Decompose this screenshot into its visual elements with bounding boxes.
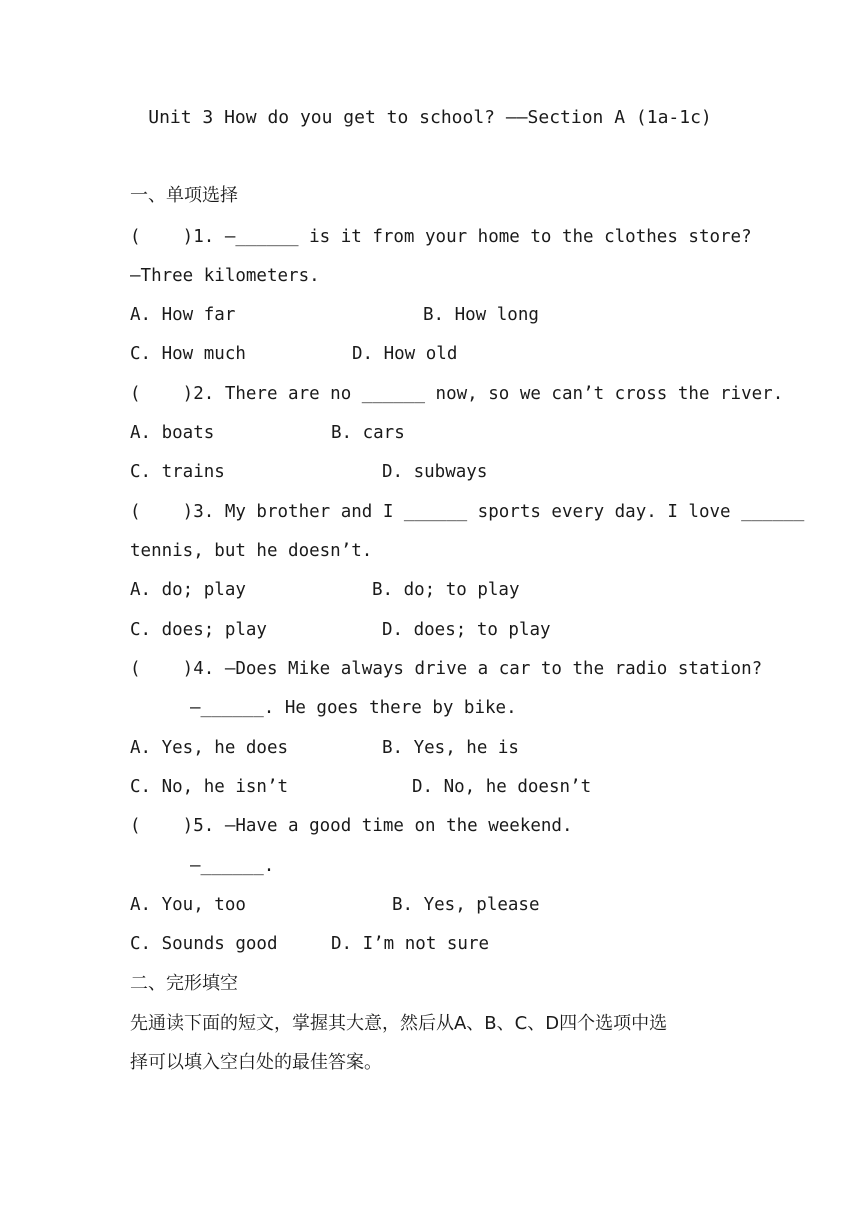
section2-instruction-line1: 先通读下面的短文，掌握其大意，然后从A、B、C、D四个选项中选	[130, 1013, 668, 1034]
q5-option-b: B. Yes, please	[392, 895, 540, 915]
q3-option-d: D. does; to play	[382, 620, 551, 640]
q1-stem: ( )1. —______ is it from your home to the clothes store?	[130, 227, 752, 247]
q1-option-d: D. How old	[352, 344, 458, 364]
section2-instruction-line2: 择可以填入空白处的最佳答案。	[130, 1052, 382, 1073]
q3-option-a: A. do; play	[130, 580, 246, 600]
section2-heading: 二、完形填空	[130, 973, 238, 994]
q4-stem: ( )4. —Does Mike always drive a car to the radio station?	[130, 659, 763, 679]
q5-stem: ( )5. —Have a good time on the weekend.	[130, 816, 573, 836]
q3-stem-continued: tennis, but he doesn’t.	[130, 541, 373, 561]
q1-option-c: C. How much	[130, 344, 246, 364]
q4-option-d: D. No, he doesn’t	[412, 777, 592, 797]
q2-option-b: B. cars	[331, 423, 405, 443]
q2-stem: ( )2. There are no ______ now, so we can’t cross the river.	[130, 384, 784, 404]
page-title: Unit 3 How do you get to school? ——Section A (1a-1c)	[148, 107, 712, 128]
q3-option-b: B. do; to play	[372, 580, 520, 600]
q1-option-b: B. How long	[423, 305, 539, 325]
q5-option-a: A. You, too	[130, 895, 246, 915]
q5-option-c: C. Sounds good	[130, 934, 278, 954]
q5-answer: —______.	[190, 856, 275, 876]
section1-heading: 一、单项选择	[130, 185, 238, 206]
q2-option-a: A. boats	[130, 423, 215, 443]
q4-option-b: B. Yes, he is	[382, 738, 519, 758]
q3-stem: ( )3. My brother and I ______ sports every day. I love ______	[130, 502, 805, 522]
q5-option-d: D. I’m not sure	[331, 934, 490, 954]
q3-option-c: C. does; play	[130, 620, 267, 640]
q2-option-d: D. subways	[382, 462, 488, 482]
q2-option-c: C. trains	[130, 462, 225, 482]
q1-answer: —Three kilometers.	[130, 266, 320, 286]
q1-option-a: A. How far	[130, 305, 236, 325]
q4-option-a: A. Yes, he does	[130, 738, 289, 758]
q4-option-c: C. No, he isn’t	[130, 777, 289, 797]
q4-answer: —______. He goes there by bike.	[190, 698, 517, 718]
